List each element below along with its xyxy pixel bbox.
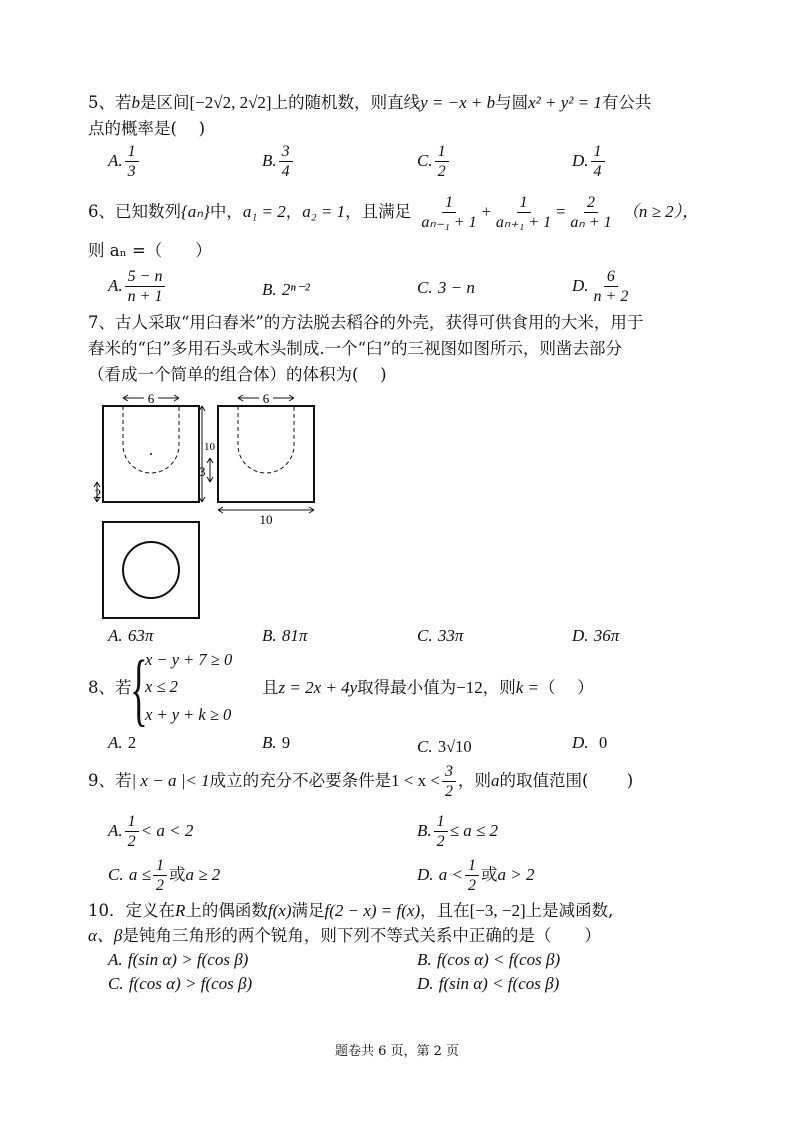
fraction: [125, 142, 139, 181]
denominator: 3: [127, 163, 136, 180]
q6-option-a: [108, 267, 167, 306]
numerator: 1: [442, 193, 456, 213]
q10-domain: R: [175, 901, 186, 920]
option-label: B.: [262, 733, 277, 752]
q10-angles: α、β: [88, 926, 123, 945]
q8-constraint-2: x ≤ 2: [145, 677, 178, 696]
q8-constraint-3: x + y + k ≥ 0: [145, 705, 232, 724]
q8-option-a: [108, 733, 136, 753]
q8-constraint-1: x − y + 7 ≥ 0: [145, 650, 233, 669]
fraction: [434, 812, 448, 851]
option-label: B.: [262, 151, 277, 170]
denominator: 4: [281, 163, 290, 180]
q5-text: 与圆: [495, 93, 529, 112]
numerator: 1: [591, 142, 605, 162]
option-value: f(sin α) < f(cos β): [438, 974, 560, 993]
q5-text: 是区间: [140, 93, 190, 112]
q10-option-d: [417, 974, 559, 994]
q8-stem: 8、若: [88, 678, 132, 697]
option-value: 81π: [281, 626, 308, 645]
q10-line2: [88, 925, 601, 947]
q9-line: [88, 762, 633, 801]
q10-text: 上是减函数,: [525, 901, 614, 920]
numerator: 1: [125, 812, 139, 832]
option-value: 2: [127, 733, 137, 752]
fraction: [465, 856, 479, 895]
fraction: [591, 142, 605, 181]
option-label: A.: [108, 821, 123, 840]
q8-min-value: −12: [456, 678, 483, 697]
option-value: 9: [281, 733, 291, 752]
q9-abs: | x − a |< 1: [131, 771, 210, 790]
q8-k: k =: [515, 678, 540, 697]
option-label: B.: [417, 821, 432, 840]
denominator: 2: [445, 783, 454, 800]
option-label: C.: [108, 865, 124, 884]
option-value: 33π: [437, 626, 464, 645]
fraction: [279, 142, 293, 181]
q9-option-b: [417, 812, 498, 851]
fraction: [442, 762, 456, 801]
dim-label-10: 10: [259, 512, 273, 527]
q9-var-a: a: [491, 771, 500, 790]
q8-line: [262, 677, 594, 699]
q8-option-d: [572, 733, 607, 753]
q10-text: ，且在: [420, 901, 470, 920]
q6-frac-3: [567, 193, 614, 232]
numerator: 1: [153, 856, 167, 876]
q10-text: 上的偶函数: [185, 901, 268, 920]
q5-var-b: b: [131, 93, 140, 112]
option-label: D.: [572, 626, 589, 645]
option-label: C.: [417, 737, 433, 756]
q7-option-c: [417, 626, 463, 646]
option-label: D.: [417, 865, 434, 884]
q6-line1: 6、已知数列{aₙ}中，a₁ = 2，a₂ = 1，且满足 $\frac{1}{\text{aₙ₋₁ + 1}}$ + $\frac{1}{\text{aₙ₊₁ + 1}}$ = $\frac{2}{\text{aₙ + 1}}$ （n ≥ 2），: [88, 194, 700, 231]
q9-option-d: [417, 856, 535, 895]
q5-circle-equation: x² + y² = 1: [528, 93, 602, 112]
q5-option-a: [108, 142, 141, 181]
q8-text: ，则: [482, 678, 516, 697]
q10-option-a: [108, 950, 248, 970]
q6-condition: （n ≥ 2），: [621, 202, 700, 221]
q8-text: 取得最小值为: [357, 678, 457, 697]
option-label: D.: [572, 151, 589, 170]
q6-text: 中，: [209, 202, 243, 221]
q9-option-a: [108, 812, 193, 851]
q6-option-d: [572, 267, 633, 306]
q7-line3: （看成一个简单的组合体）的体积为( ): [88, 365, 387, 384]
option-value: a ≤: [128, 865, 151, 884]
q9-stem: 9、若: [88, 771, 132, 790]
q5-text: 有公共: [601, 93, 652, 112]
q10-interval: [−3, −2]: [469, 901, 526, 920]
q7-line1: 7、古人采取“用臼舂米”的方法脱去稻谷的外壳，获得可供食用的大米，用于: [88, 313, 644, 332]
q5-text: 上的随机数，则直线: [271, 93, 421, 112]
numerator: 3: [279, 142, 293, 162]
option-value: < a < 2: [140, 821, 194, 840]
q10-option-b: [417, 950, 560, 970]
q8-option-b: [262, 733, 290, 753]
option-value: f(cos α) > f(cos β): [128, 974, 253, 993]
q9-text: ，则: [458, 771, 492, 790]
q6-a1: a₁ = 2: [242, 202, 286, 221]
option-label: D.: [572, 276, 589, 295]
three-view-figure: [90, 390, 330, 630]
front-view-hidden-cavity: [123, 406, 179, 473]
numerator: 5 − n: [125, 267, 166, 287]
denominator: 2: [436, 833, 445, 850]
q5-option-b: [262, 142, 295, 181]
q6-option-b: [262, 280, 310, 300]
option-label: D.: [572, 733, 589, 752]
option-connector: 或: [168, 865, 186, 884]
dim-label-3: 3: [199, 464, 206, 479]
option-value: a <: [438, 865, 464, 884]
option-label: A.: [108, 733, 123, 752]
denominator: 2: [468, 877, 477, 894]
denominator: 2: [127, 833, 136, 850]
option-label: B.: [262, 280, 277, 299]
q5-option-c: [417, 142, 451, 181]
fraction: [153, 856, 167, 895]
numerator: 1: [465, 856, 479, 876]
q5-option-d: [572, 142, 607, 181]
option-label: D.: [417, 974, 434, 993]
option-label: A.: [108, 151, 123, 170]
q6-option-c: [417, 278, 475, 298]
q8-text: （ ）: [539, 678, 594, 697]
page-footer: 题卷共 6 页，第 2 页: [334, 1044, 460, 1059]
numerator: 3: [442, 762, 456, 782]
denominator: 4: [593, 163, 602, 180]
numerator: 2: [584, 193, 598, 213]
q10-line1: [88, 900, 613, 922]
option-value: 63π: [127, 626, 154, 645]
option-value: a ≥ 2: [185, 865, 221, 884]
fraction: [591, 267, 632, 306]
side-view-box: [218, 406, 314, 502]
q5-line2: 点的概率是( ): [88, 119, 206, 138]
q5-interval: [−2√2, 2√2]: [189, 93, 272, 112]
option-value: f(cos α) < f(cos β): [436, 950, 561, 969]
fraction: [125, 812, 139, 851]
denominator: aₙ₋₁ + 1: [421, 214, 477, 231]
q5-line1: [88, 92, 651, 114]
q10-function: f(x): [267, 901, 292, 920]
q10-text: 是钝角三角形的两个锐角，则下列不等式关系中正确的是（ ）: [122, 926, 601, 945]
option-value: f(sin α) > f(cos β): [127, 950, 249, 969]
q8-option-c: [417, 737, 472, 757]
top-view-box: [103, 522, 199, 618]
option-label: C.: [417, 626, 433, 645]
numerator: 1: [517, 193, 531, 213]
numerator: 1: [434, 812, 448, 832]
system-brace: {: [130, 643, 148, 734]
q6-a2: a₂ = 1: [302, 202, 346, 221]
q8-text: 且: [262, 678, 279, 697]
q5-stem: 5、若: [88, 93, 132, 112]
q6-text: ，且满足: [345, 202, 412, 221]
denominator: aₙ + 1: [570, 214, 612, 231]
q10-text: 满足: [291, 901, 325, 920]
option-label: C.: [417, 151, 433, 170]
numerator: 6: [604, 267, 618, 287]
q10-equation: f(2 − x) = f(x): [324, 901, 421, 920]
q6-stem: 6、已知数列: [88, 202, 181, 221]
q9-text: 成立的充分不必要条件是: [209, 771, 392, 790]
top-view-circle: [123, 542, 179, 598]
option-connector: 或: [481, 865, 498, 884]
q8-objective: z = 2x + 4y: [278, 678, 358, 697]
q9-option-c: [108, 856, 220, 895]
dim-label-6: 6: [147, 391, 155, 406]
dim-label-10: 10: [204, 441, 215, 453]
option-value: 36π: [593, 626, 620, 645]
dim-label-6: 6: [262, 391, 270, 406]
dim-label-2: 2: [94, 486, 102, 501]
option-label: B.: [262, 626, 277, 645]
option-value: 3 − n: [437, 278, 475, 297]
center-dot: [150, 453, 152, 455]
option-value: ≤ a ≤ 2: [449, 821, 499, 840]
fraction: [125, 267, 166, 306]
option-value: 2ⁿ⁻²: [281, 280, 310, 299]
numerator: 1: [125, 142, 139, 162]
q6-frac-1: [418, 193, 479, 232]
option-label: A.: [108, 950, 123, 969]
denominator: aₙ₊₁ + 1: [495, 214, 552, 231]
q7-option-d: [572, 626, 619, 646]
denominator: n + 1: [127, 288, 163, 305]
q6-line2: 则 aₙ =（ ）: [88, 241, 212, 260]
q7-option-b: [262, 626, 307, 646]
option-label: C.: [108, 974, 124, 993]
side-view-hidden-cavity: [238, 406, 294, 473]
option-label: B.: [417, 950, 432, 969]
option-value: a > 2: [497, 865, 535, 884]
q6-sequence: {aₙ}: [181, 202, 210, 221]
q7-line2: 舂米的“臼”多用石头或木头制成.一个“臼”的三视图如图所示，则凿去部分: [88, 339, 622, 358]
option-value: 3√10: [437, 737, 472, 756]
denominator: n + 2: [593, 288, 629, 305]
denominator: 2: [155, 877, 164, 894]
fraction: [435, 142, 449, 181]
option-label: A.: [108, 626, 123, 645]
q10-option-c: [108, 974, 252, 994]
option-value: 0: [599, 733, 608, 752]
option-label: A.: [108, 276, 123, 295]
numerator: 1: [435, 142, 449, 162]
q9-inequality: 1 < x <: [391, 771, 441, 790]
denominator: 2: [437, 163, 446, 180]
q10-stem: 10．定义在: [88, 901, 175, 920]
q5-line-equation: y = −x + b: [420, 93, 496, 112]
q6-frac-2: [493, 193, 554, 232]
option-label: C.: [417, 278, 433, 297]
q9-text: 的取值范围( ): [499, 771, 634, 790]
